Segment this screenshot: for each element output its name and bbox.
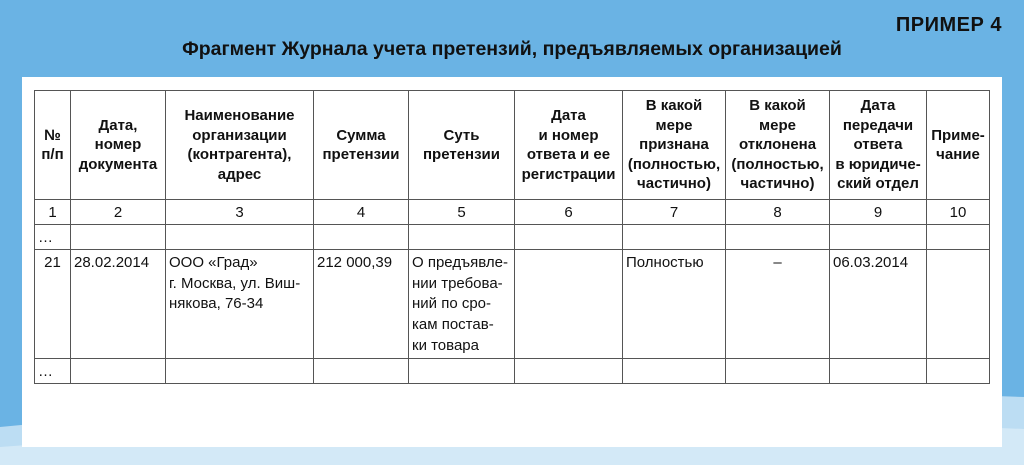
header-cell: № п/п [35,91,71,200]
organization-line: някова, 76-34 [169,295,264,313]
essence-line: ний по сро- [412,295,492,313]
column-number: 10 [927,200,990,225]
header-cell: Дата, номер документа [71,91,166,200]
document-card [22,77,1002,447]
empty-cell [927,225,990,250]
empty-cell [623,359,726,384]
organization-line: ООО «Град» [169,254,258,271]
essence-line: О предъявле- [412,254,508,271]
empty-cell [515,359,623,384]
column-number: 5 [409,200,515,225]
header-cell: Сумма претензии [314,91,409,200]
empty-cell [726,225,830,250]
empty-cell [409,359,515,384]
empty-cell [409,225,515,250]
empty-cell [314,225,409,250]
column-number: 8 [726,200,830,225]
claims-journal-table [34,90,990,384]
claim-essence-cell [409,250,515,359]
empty-cell [726,359,830,384]
organization-line: г. Москва, ул. Виш- [169,274,301,292]
empty-cell [830,359,927,384]
header-cell: Дата и номер ответа и ее регистрации [515,91,623,200]
empty-cell [71,225,166,250]
row-number: 21 [35,250,71,359]
column-number-row [35,200,990,225]
empty-cell [166,225,314,250]
empty-cell [515,225,623,250]
ellipsis-cell: … [35,359,71,384]
header-cell: Наименование организации (контрагента), адрес [166,91,314,200]
essence-line: кам постав- [412,316,494,334]
page-title: Фрагмент Журнала учета претензий, предъявляемых организацией [182,38,842,60]
example-label: ПРИМЕР 4 [895,14,1002,36]
header-cell: В какой мере признана (полностью, частично) [623,91,726,200]
header-row [35,91,990,200]
document-date: 28.02.2014 [71,250,166,359]
rejected-cell: – [726,250,830,359]
header-cell: Дата передачи ответа в юридиче- ский отдел [830,91,927,200]
organization-cell [166,250,314,359]
empty-cell [314,359,409,384]
transfer-date: 06.03.2014 [830,250,927,359]
table-row [35,250,990,359]
essence-line: ки товара [412,336,479,354]
essence-line: нии требова- [412,274,503,292]
column-number: 3 [166,200,314,225]
ellipsis-cell: … [35,225,71,250]
empty-cell [927,359,990,384]
column-number: 7 [623,200,726,225]
header-cell: Приме- чание [927,91,990,200]
empty-cell [166,359,314,384]
empty-cell [830,225,927,250]
ellipsis-row [35,359,990,384]
claim-amount: 212 000,39 [314,250,409,359]
recognized-cell: Полностью [623,250,726,359]
empty-cell [71,359,166,384]
ellipsis-row [35,225,990,250]
note-cell [927,250,990,359]
column-number: 6 [515,200,623,225]
column-number: 9 [830,200,927,225]
empty-cell [623,225,726,250]
column-number: 1 [35,200,71,225]
column-number: 4 [314,200,409,225]
header-cell: В какой мере отклонена (полностью, частично) [726,91,830,200]
header-cell: Суть претензии [409,91,515,200]
column-number: 2 [71,200,166,225]
response-cell [515,250,623,359]
